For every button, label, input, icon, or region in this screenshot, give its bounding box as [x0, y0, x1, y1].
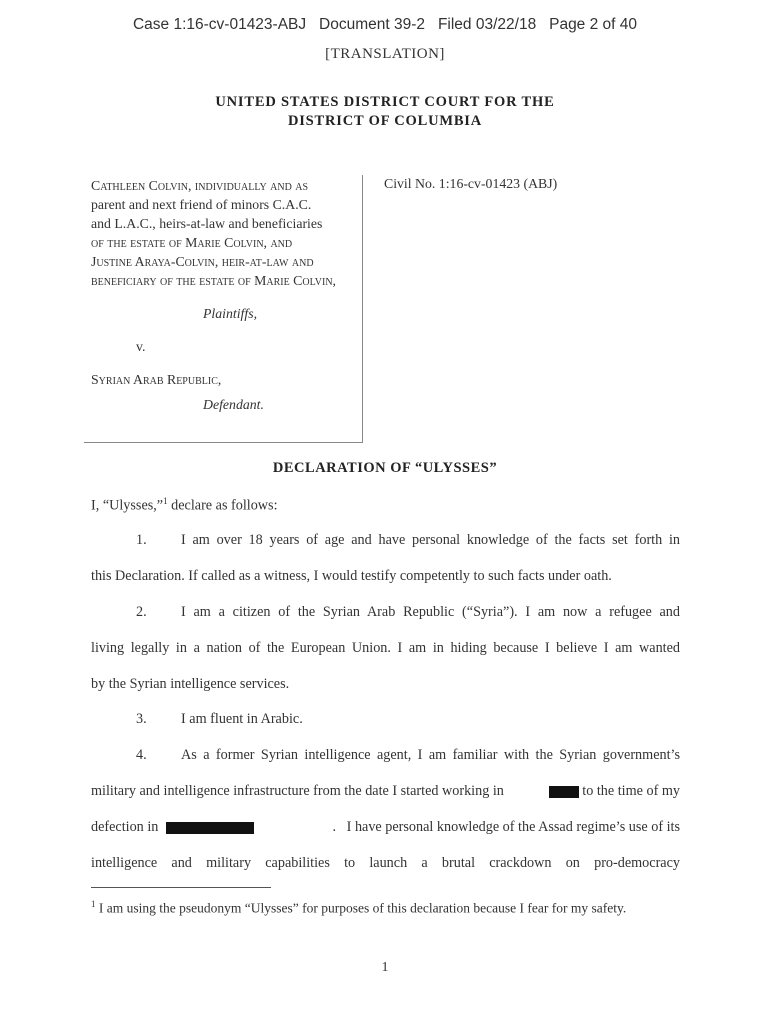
- paragraph-2-line-1: I am a citizen of the Syrian Arab Republic (“Syria”). I am now a refugee and: [181, 604, 680, 620]
- paragraph-4-line-1: As a former Syrian intelligence agent, I am familiar with the Syrian government’s: [181, 747, 680, 763]
- plaintiff-line-3: and L.A.C., heirs-at-law and beneficiaries: [91, 216, 323, 231]
- court-title-line-1: UNITED STATES DISTRICT COURT FOR THE: [215, 94, 555, 110]
- footnote-divider: [91, 887, 271, 888]
- plaintiff-line-2: parent and next friend of minors C.A.C.: [91, 197, 312, 212]
- paragraph-3-line-1: I am fluent in Arabic.: [181, 711, 303, 727]
- redaction-block: [166, 822, 254, 834]
- page-number: 1: [381, 960, 389, 975]
- footnote-mark: 1: [91, 899, 96, 909]
- intro-text-after: declare as follows:: [167, 497, 278, 514]
- plaintiffs-role: Plaintiffs,: [203, 306, 258, 321]
- footnote-text: I am using the pseudonym “Ulysses” for purposes of this declaration because I fear for my safety.: [95, 900, 627, 916]
- redaction-block: [549, 786, 579, 798]
- plaintiff-line-4: of the estate of Marie Colvin, and: [91, 235, 293, 250]
- paragraph-1-line-2: this Declaration. If called as a witness, I would testify competently to such facts under oath.: [91, 568, 612, 584]
- p4-line3-text-a: defection in: [91, 819, 159, 835]
- paragraph-2-line-2: living legally in a nation of the European Union. I am in hiding because I believe I am wanted: [91, 640, 680, 656]
- paragraph-2-line-3: by the Syrian intelligence services.: [91, 676, 290, 692]
- paragraph-1-number: 1.: [136, 532, 147, 548]
- footnote-ref-1[interactable]: 1: [163, 496, 168, 506]
- p4-line2-text-a: military and intelligence infrastructure from the date I started working in: [91, 783, 504, 799]
- paragraph-3-number: 3.: [136, 711, 147, 727]
- declaration-title: DECLARATION OF “ULYSSES”: [272, 460, 498, 476]
- paragraph-2-number: 2.: [136, 604, 147, 620]
- paragraph-1-line-1: I am over 18 years of age and have personal knowledge of the facts set forth in: [181, 532, 680, 548]
- paragraph-4-line-4: intelligence and military capabilities to launch a brutal crackdown on pro-democracy: [91, 855, 680, 871]
- p4-line2-text-b: to the time of my: [578, 783, 680, 799]
- paragraph-4-line-3: [91, 819, 680, 836]
- paragraph-4-number: 4.: [136, 747, 147, 763]
- court-title: [0, 93, 770, 131]
- plaintiff-line-5: Justine Araya-Colvin, heir-at-law and: [91, 254, 314, 269]
- translation-label: [TRANSLATION]: [325, 46, 445, 62]
- versus-label: v.: [136, 339, 146, 354]
- defendant-role: Defendant.: [203, 397, 264, 412]
- intro-text-before: I, “Ulysses,”: [91, 497, 164, 514]
- plaintiff-line-1: Cathleen Colvin, individually and as: [91, 178, 309, 193]
- civil-case-number: Civil No. 1:16-cv-01423 (ABJ): [384, 176, 558, 191]
- case-caption-parties: [91, 176, 356, 414]
- paragraph-4-line-2: [91, 783, 680, 800]
- plaintiff-line-6: beneficiary of the estate of Marie Colvin,: [91, 273, 337, 288]
- court-title-line-2: DISTRICT OF COLUMBIA: [287, 113, 483, 129]
- declaration-intro: [91, 496, 278, 515]
- defendant-name: Syrian Arab Republic,: [91, 372, 222, 387]
- case-header-stamp: Case 1:16-cv-01423-ABJ Document 39-2 Filed 03/22/18 Page 2 of 40: [132, 16, 638, 33]
- p4-line3-text-b: . I have personal knowledge of the Assad regime’s use of its: [332, 819, 680, 835]
- footnote-1: [91, 895, 680, 918]
